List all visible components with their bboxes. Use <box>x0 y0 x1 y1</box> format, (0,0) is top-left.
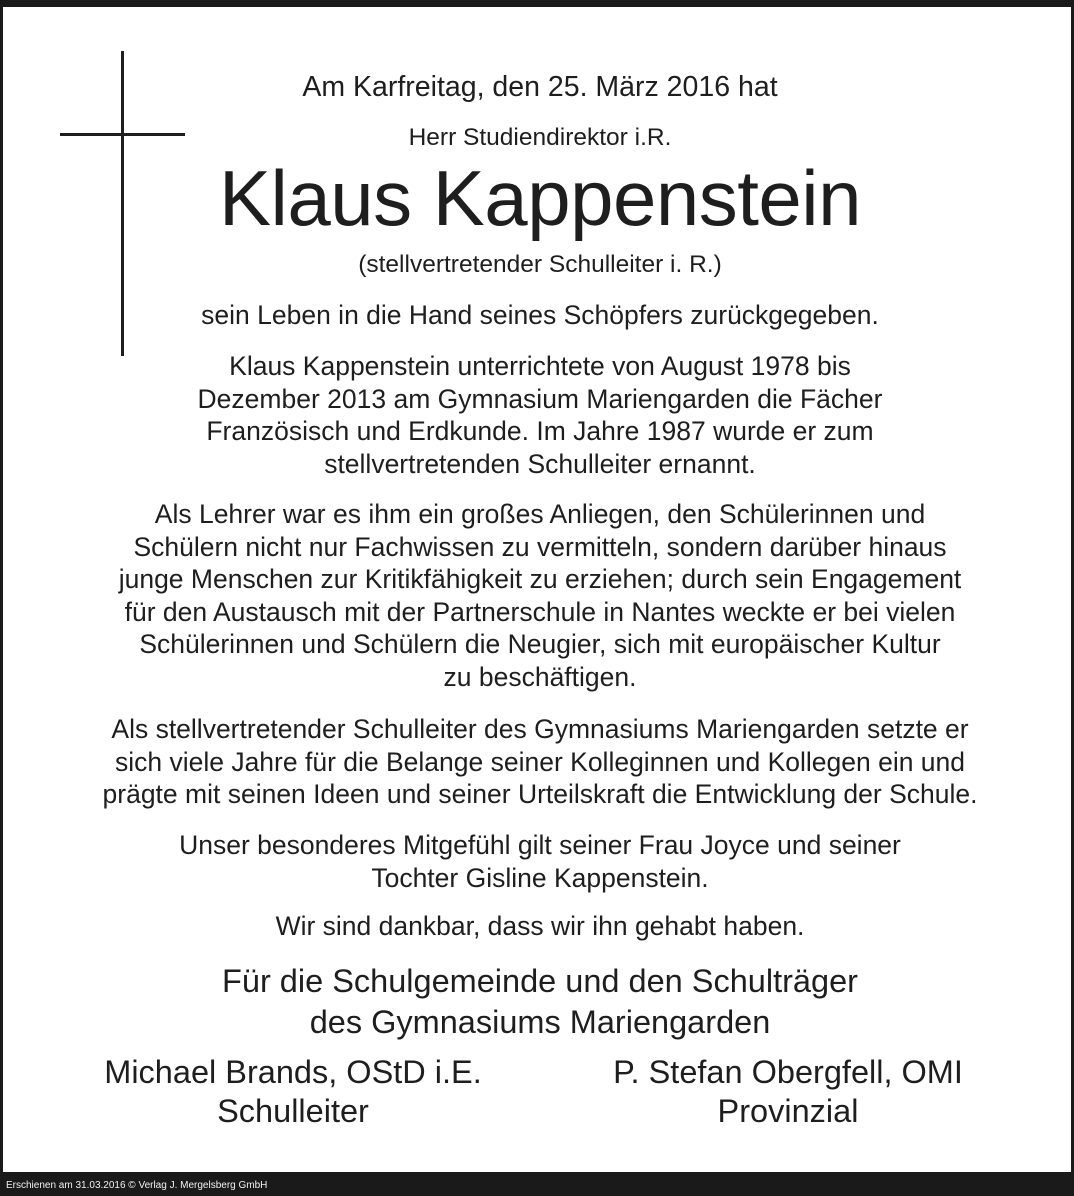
paragraph-deputy <box>3 713 1074 811</box>
signer-headmaster <box>43 1053 543 1131</box>
paragraph-line: stellvertretenden Schulleiter ernannt. <box>324 448 756 479</box>
signer-title: Schulleiter <box>217 1093 369 1129</box>
community-heading <box>3 961 1074 1043</box>
signer-name: P. Stefan Obergfell, OMI <box>613 1054 963 1090</box>
paragraph-line: prägte mit seinen Ideen und seiner Urteilskraft die Entwicklung der Schule. <box>102 779 978 810</box>
paragraph-line: Unser besonderes Mitgefühl gilt seiner Frau Joyce und seiner <box>179 830 901 860</box>
intro-line: Am Karfreitag, den 25. März 2016 hat <box>302 71 778 103</box>
paragraph-condolence <box>3 829 1074 894</box>
paragraph-line: Schülern nicht nur Fachwissen zu vermitteln, sondern darüber hinaus <box>133 531 947 562</box>
paragraph-line: Klaus Kappenstein unterrichtete von August 1978 bis <box>229 351 851 381</box>
paragraph-line: Französisch und Erdkunde. Im Jahre 1987 wurde er zum <box>206 416 874 447</box>
deceased-role: (stellvertretender Schulleiter i. R.) <box>358 251 722 278</box>
publication-footer: Erschienen am 31.03.2016 © Verlag J. Mergelsberg GmbH <box>6 1180 268 1191</box>
paragraph-line: Dezember 2013 am Gymnasium Mariengarden die Fächer <box>197 383 883 414</box>
paragraph-line: Als stellvertretender Schulleiter des Gymnasiums Mariengarden setzte er <box>111 714 969 744</box>
paragraph-teaching <box>3 498 1074 694</box>
paragraph-line: junge Menschen zur Kritikfähigkeit zu erziehen; durch sein Engagement <box>118 564 962 595</box>
paragraph-line: Tochter Gisline Kappenstein. <box>371 862 709 893</box>
signer-title: Provinzial <box>717 1093 859 1129</box>
returned-line: sein Leben in die Hand seines Schöpfers zurückgegeben. <box>201 300 879 330</box>
community-line: des Gymnasiums Mariengarden <box>309 1004 771 1040</box>
signer-provincial <box>538 1053 1038 1131</box>
deceased-name: Klaus Kappenstein <box>219 154 861 242</box>
paragraph-line: sich viele Jahre für die Belange seiner Kolleginnen und Kollegen ein und <box>114 746 966 777</box>
signer-name: Michael Brands, OStD i.E. <box>104 1054 482 1090</box>
paragraph-line: zu beschäftigen. <box>443 661 637 692</box>
honorific: Herr Studiendirektor i.R. <box>408 124 672 151</box>
paragraph-line: Schülerinnen und Schülern die Neugier, sich mit europäischer Kultur <box>139 629 941 660</box>
paragraph-line: für den Austausch mit der Partnerschule in Nantes weckte er bei vielen <box>124 596 956 627</box>
paragraph-gratitude <box>3 910 1074 943</box>
paragraph-line: Als Lehrer war es ihm ein großes Anliegen, den Schülerinnen und <box>154 499 926 529</box>
community-line: Für die Schulgemeinde und den Schulträger <box>222 963 858 999</box>
paragraph-career <box>3 350 1074 480</box>
paragraph-line: Wir sind dankbar, dass wir ihn gehabt haben. <box>275 911 805 941</box>
